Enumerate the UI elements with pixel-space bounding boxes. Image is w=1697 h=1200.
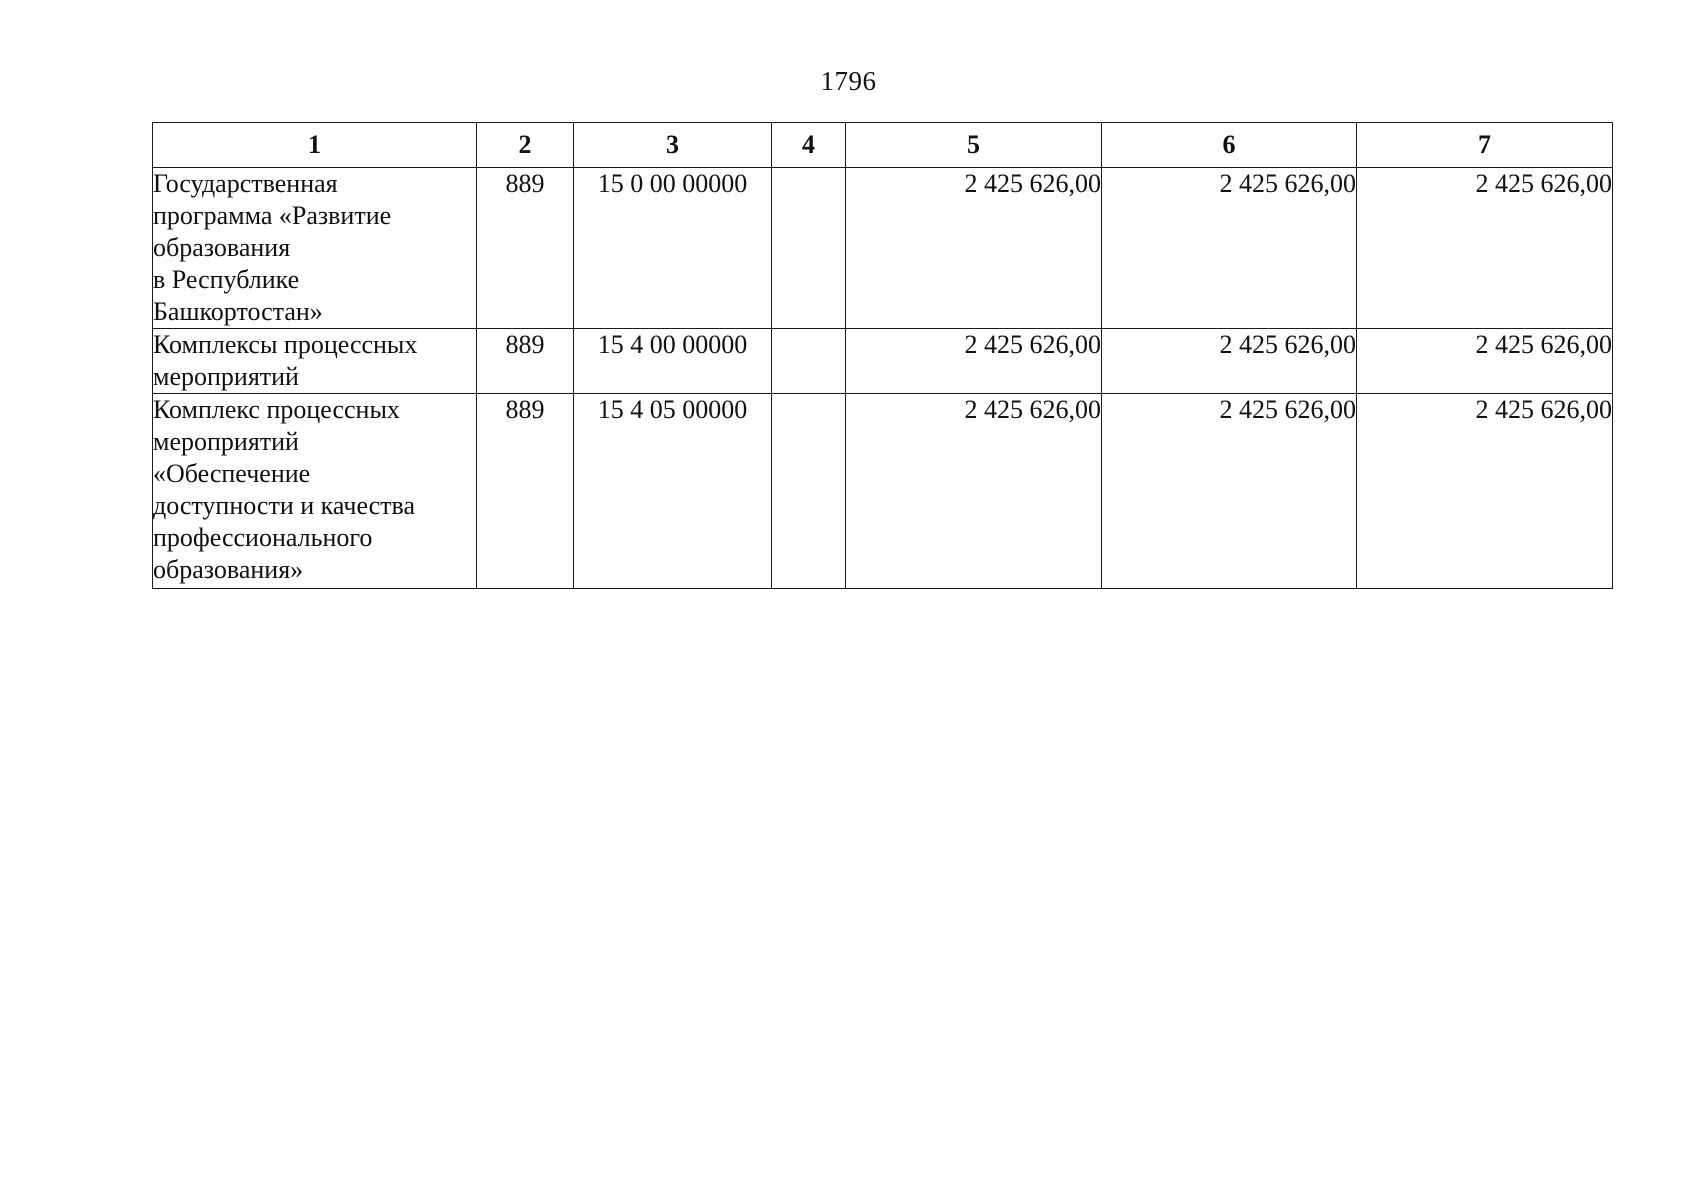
row-name-line: профессионального <box>153 523 373 552</box>
row-sum1-cell: 2 425 626,00 <box>846 329 1102 394</box>
table-row <box>153 168 1613 329</box>
row-name-cell <box>153 168 477 329</box>
row-name-line: «Обеспечение <box>153 459 311 488</box>
row-name-line: образования» <box>153 555 304 584</box>
column-header-3: 3 <box>574 123 772 168</box>
row-sum3-cell: 2 425 626,00 <box>1357 329 1613 394</box>
row-name-line: мероприятий <box>153 427 299 456</box>
row-sum1-cell: 2 425 626,00 <box>846 168 1102 329</box>
column-header-7: 7 <box>1357 123 1613 168</box>
column-header-5: 5 <box>846 123 1102 168</box>
row-name-line: образования <box>153 233 291 262</box>
row-code-cell: 889 <box>477 394 574 589</box>
row-code-cell: 889 <box>477 329 574 394</box>
row-vr-cell <box>772 168 846 329</box>
row-name-cell <box>153 394 477 589</box>
row-classification-cell: 15 4 05 00000 <box>574 394 772 589</box>
row-classification-cell: 15 0 00 00000 <box>574 168 772 329</box>
row-sum2-cell: 2 425 626,00 <box>1102 168 1357 329</box>
row-name-cell <box>153 329 477 394</box>
row-name-line: Комплексы процессных <box>153 330 418 359</box>
header-row <box>153 123 1613 168</box>
row-sum1-cell: 2 425 626,00 <box>846 394 1102 589</box>
row-classification-cell: 15 4 00 00000 <box>574 329 772 394</box>
row-vr-cell <box>772 394 846 589</box>
row-name-line: Башкортостан» <box>153 297 323 326</box>
table-row <box>153 394 1613 589</box>
page-number: 1796 <box>820 66 877 96</box>
row-name-line: доступности и качества <box>153 491 416 520</box>
row-sum3-cell: 2 425 626,00 <box>1357 168 1613 329</box>
column-header-4: 4 <box>772 123 846 168</box>
row-code-cell: 889 <box>477 168 574 329</box>
column-header-2: 2 <box>477 123 574 168</box>
row-sum2-cell: 2 425 626,00 <box>1102 329 1357 394</box>
row-sum3-cell: 2 425 626,00 <box>1357 394 1613 589</box>
row-sum2-cell: 2 425 626,00 <box>1102 394 1357 589</box>
column-header-1: 1 <box>153 123 477 168</box>
row-name-line: в Республике <box>153 265 300 294</box>
row-name-line: программа «Развитие <box>153 201 392 230</box>
row-name-line: Комплекс процессных <box>153 395 400 424</box>
row-name-line: Государственная <box>153 169 338 198</box>
table-row <box>153 329 1613 394</box>
row-vr-cell <box>772 329 846 394</box>
row-name-line: мероприятий <box>153 362 299 391</box>
column-header-6: 6 <box>1102 123 1357 168</box>
budget-table <box>152 122 1613 589</box>
